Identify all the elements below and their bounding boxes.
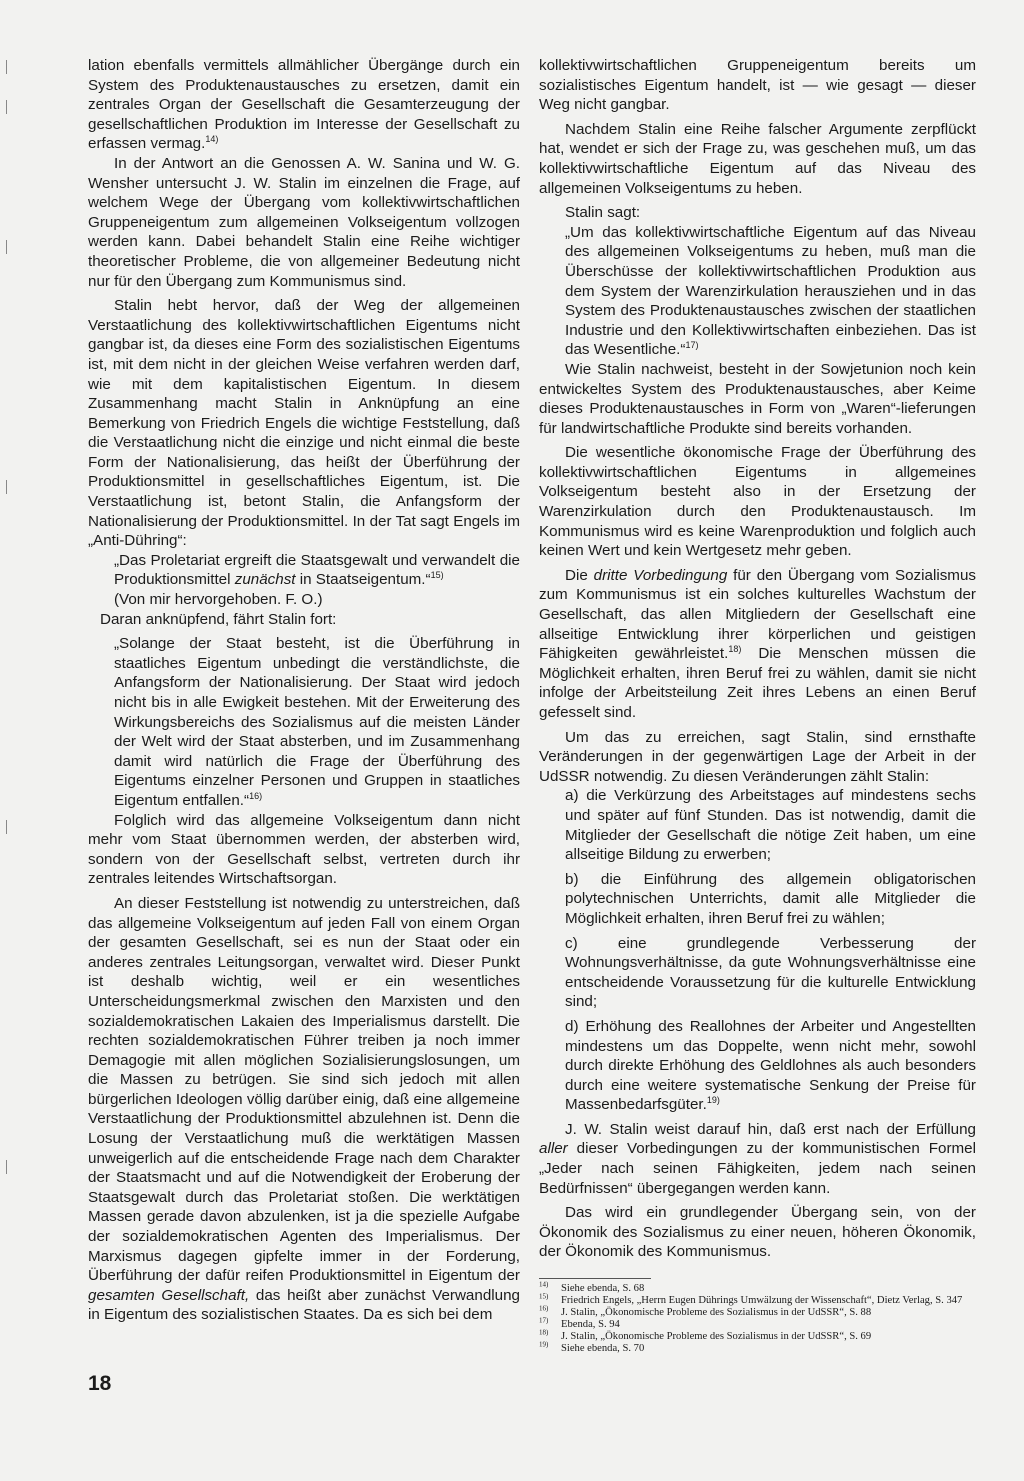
list-item: b) die Einführung des allgemein obligatorischen polytechnischen Unterrichts, damit alle Mitglieder die Möglichkeit erhalten, ihren Beruf frei zu wählen; [565,870,976,927]
right-column [539,56,976,1355]
paragraph: Folglich wird das allgemeine Volkseigentum dann nicht mehr vom Staat übernommen werden, der absterben wird, sondern von der Gesellschaft selbst, vertreten durch ihr zentrales leitendes Wirtschaftsorgan. [88,811,520,888]
footnote: $^{17)}$ Ebenda, S. 94 [539,1316,620,1331]
paragraph: Die wesentliche ökonomische Frage der Überführung des kollektivwirtschaftlichen Eigentums in allgemeines Volkseigentum besteht also in der Ersetzung der Warenzirkulation durch den Produktenaustausch. Im Kommunismus wird es keine Warenproduktion und folglich auch keinen Wert und kein Wertgesetz mehr geben. [539,444,976,560]
paragraph: Stalin hebt hervor, daß der Weg der allgemeinen Verstaatlichung des kollektivwirtschaftlichen Eigentums nicht gangbar ist, da dieses eine Form des sozialistischen Eigentums ist, mit dem nicht in der gleichen Weise verfahren werden darf, wie mit dem kapitalistischen Eigentum. In diesem Zusammenhang macht Stalin in Anknüpfung an eine Bemerkung von Friedrich Engels die wichtige Feststellung, daß die Verstaatlichung nicht die einzige und nicht einmal die beste Form der Nationalisierung, das heißt der Überführung der Produktionsmittel in gesellschaftliches Eigentum, ist. Die Verstaatlichung ist, betont Stalin, die Anfangsform der Nationalisierung der Produktionsmittel. In der Tat sagt Engels im „Anti-Dühring“: [88,297,520,550]
footnote: $^{18)}$ J. Stalin, „Ökonomische Probleme des Sozialismus in der UdSSR“, S. 69 [539,1328,872,1343]
paragraph: An dieser Feststellung ist notwendig zu unterstreichen, daß das allgemeine Volkseigentum auf jeden Fall von einem Organ der gesamten Gesellschaft, sei es nun der Staat oder ein anderes zentrales Leitungsorgan, verwaltet wird. Dieser Punkt ist deshalb wichtig, weil er ein wesentliches Unterscheidungsmerkmal zwischen den Marxisten und den sozialdemokratischen Lakaien des Imperialismus darstellt. Die rechten sozialdemokratischen Führer treiben ja noch immer Demagogie mit allen möglichen Sozialisierungslosungen, um die Massen zu betrügen. Sie sind sich jedoch mit allen bürgerlichen Ideologen völlig darüber einig, daß eine allgemeine Verstaatlichung der Produktionsmittel abzulehnen ist. Denn die Losung der Verstaatlichung muß die werktätigen Massen unweigerlich auf die entscheidende Frage nach dem Charakter der Staatsmacht und auf die Notwendigkeit der Eroberung der Staatsgewalt durch das Proletariat stoßen. Die werktätigen Massen gerade davon abzulenken, ist ja die spezielle Aufgabe der sozialdemokratischen Agenten des Imperialismus. Der Marxismus dagegen gipfelte immer in der Forderung, Überführung der dafür reifen Produktionsmittel in Eigentum der gesamten Gesellschaft, das heißt aber zunächst Verwandlung in Eigentum des sozialistischen Staates. Da es sich bei dem [88,894,520,1324]
paragraph: Daran anknüpfend, fährt Stalin fort: [100,610,337,628]
footnote: $^{19)}$ Siehe ebenda, S. 70 [539,1340,645,1355]
scan-edge-marks [6,60,8,1360]
stalin-quote: „Um das kollektivwirtschaftliche Eigentum auf das Niveau des allgemeinen Volkseigentums zu heben, muß man die Überschüsse der kollektivwirtschaftlichen Produktion aus dem System der Warenzirkulation herausziehen und in das System des Produktenaustausches zwischen der staatlichen Industrie und den Kollektivwirtschaften einbeziehen. Das ist das Wesentliche.“$^{17)}$ [565,223,976,359]
list-item: a) die Verkürzung des Arbeitstages auf mindestens sechs und später auf fünf Stunden. Das ist notwendig, damit die Mitglieder der Gesellschaft die nötige Zeit haben, um eine allseitige Bildung zu erwerben; [565,787,976,864]
paragraph: Um das zu erreichen, sagt Stalin, sind ernsthafte Veränderungen in der gegenwärtigen Lage der Arbeit in der UdSSR notwendig. Zu diesen Veränderungen zählt Stalin: [539,728,976,785]
paragraph: Das wird ein grundlegender Übergang sein, von der Ökonomik des Sozialismus zu einer neuen, höheren Ökonomik, der Ökonomik des Kommunismus. [539,1204,976,1261]
paragraph: lation ebenfalls vermittels allmählicher Übergänge durch ein System des Produktenaustausches zu ersetzen, damit ein zentrales Organ der Gesellschaft die Gesamterzeugung der gesellschaftlichen Produktion im Interesse der Gesellschaft zu erfassen vermag.$^{14)}$ [88,57,520,153]
stalin-quote: „Solange der Staat besteht, ist die Überführung in staatliches Eigentum unbedingt die verständlichste, die Anfangsform der Nationalisierung. Der Staat wird jedoch nicht bis in alle Ewigkeit bestehen. Mit der Erweiterung des Wirkungsbereichs des Sozialismus auf die meisten Länder der Welt wird der Staat absterben, und im Zusammenhang damit wird natürlich die Frage der Überführung des Eigentums einzelner Personen und Gruppen in staatliches Eigentum entfallen.“$^{16)}$ [114,635,520,809]
paragraph: kollektivwirtschaftlichen Gruppeneigentum bereits um sozialistisches Eigentum handelt, ist — wie gesagt — dieser Weg nicht gangbar. [539,57,976,114]
footnote: $^{14)}$ Siehe ebenda, S. 68 [539,1280,645,1295]
left-column [88,56,520,1325]
engels-quote: „Das Proletariat ergreift die Staatsgewalt und verwandelt die Produktionsmittel zunächst in Staatseigentum.“$^{15)}$ [114,551,520,589]
paragraph: In der Antwort an die Genossen A. W. Sanina und W. G. Wensher untersucht J. W. Stalin im einzelnen die Frage, auf welchem Wege der Übergang vom kollektivwirtschaftlichen Gruppeneigentum zum allgemeinen Volkseigentum vollzogen werden kann. Dabei behandelt Stalin eine Reihe wichtiger theoretischer Probleme, die von allgemeiner Bedeutung nicht nur für den Übergang zum Kommunismus sind. [88,154,520,290]
footnotes [539,1280,976,1355]
paragraph: Die dritte Vorbedingung für den Übergang vom Sozialismus zum Kommunismus ist ein solches kulturelles Wachstum der Gesellschaft, das allen Mitgliedern der Gesellschaft eine allseitige Entwicklung ihrer körperlichen und geistigen Fähigkeiten gewährleistet.$^{18)}$ Die Menschen müssen die Möglichkeit erhalten, ihren Beruf frei zu wählen, damit sie nicht infolge der Arbeitsteilung Zeit ihres Lebens an einen Beruf gefesselt sind. [539,566,976,721]
footnote-divider [539,1278,651,1279]
list-item: c) eine grundlegende Verbesserung der Wohnungsverhältnisse, da gute Wohnungsverhältnisse eine entscheidende Voraussetzung für die kulturelle Entwicklung sind; [565,934,976,1011]
paragraph: Nachdem Stalin eine Reihe falscher Argumente zerpflückt hat, wendet er sich der Frage zu, was geschehen muß, um das kollektivwirtschaftliche Eigentum auf das Niveau des allgemeinen Volkseigentums zu heben. [539,120,976,197]
footnote: $^{16)}$ J. Stalin, „Ökonomische Probleme des Sozialismus in der UdSSR“, S. 88 [539,1304,872,1319]
footnote: $^{15)}$ Friedrich Engels, „Herrn Eugen Dührings Umwälzung der Wissenschaft“, Dietz Verlag, S. 347 [539,1292,963,1307]
author-note: (Von mir hervorgehoben. F. O.) [114,591,323,609]
paragraph: Stalin sagt: [565,204,641,222]
paragraph: Wie Stalin nachweist, besteht in der Sowjetunion noch kein entwickeltes System des Produktenaustausches, aber Keime dieses Produktenaustausches in Form von „Waren“-lieferungen für landwirtschaftliche Produkte sind bereits vorhanden. [539,360,976,437]
page-number: 18 [88,1372,112,1395]
list-item: d) Erhöhung des Reallohnes der Arbeiter und Angestellten mindestens um das Doppelte, wenn nicht mehr, sowohl durch direkte Erhöhung des Geldlohnes als auch besonders durch eine weitere systematische Senkung der Preise für Massenbedarfsgüter.$^{19)}$ [565,1017,976,1114]
paragraph: J. W. Stalin weist darauf hin, daß erst nach der Erfüllung aller dieser Vorbedingungen zu der kommunistischen Formel „Jeder nach seinen Fähigkeiten, jedem nach seinen Bedürfnissen“ übergegangen werden kann. [539,1120,976,1197]
